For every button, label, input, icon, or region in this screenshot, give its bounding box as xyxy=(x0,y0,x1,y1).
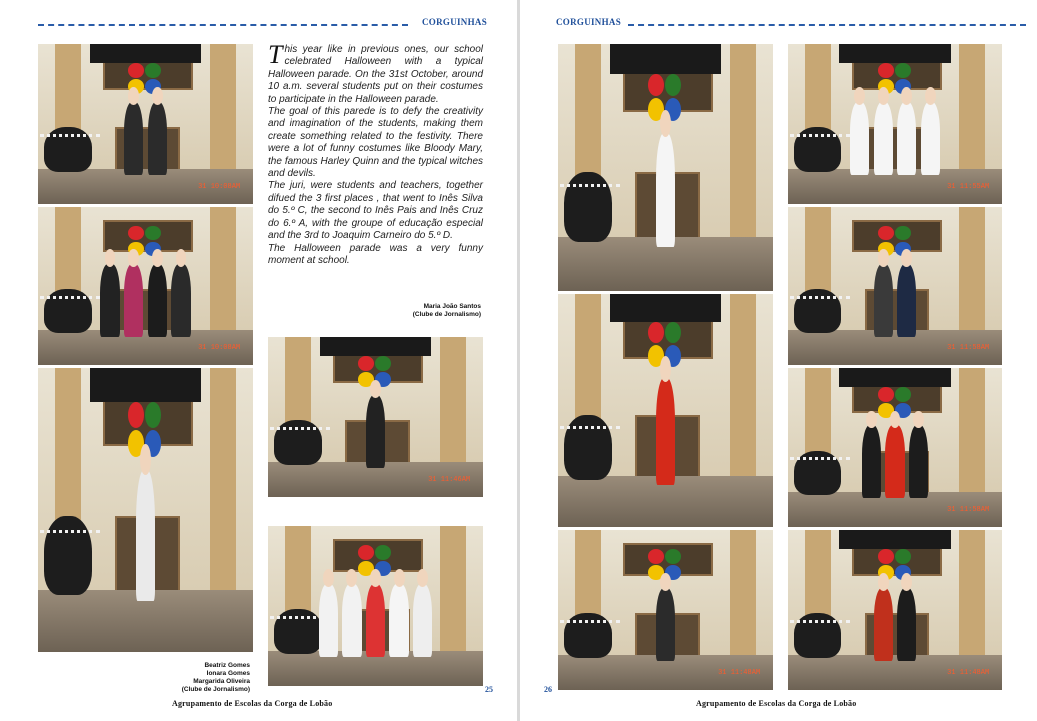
costumed-student xyxy=(342,584,361,658)
photo-banner xyxy=(610,44,722,74)
halloween-photo xyxy=(788,530,1002,690)
costumed-student xyxy=(100,264,119,337)
halloween-photo xyxy=(558,44,773,291)
photo-pillar xyxy=(959,207,985,330)
photo-pillar xyxy=(210,368,236,590)
balloon xyxy=(128,402,144,428)
footer-school-name: Agrupamento de Escolas da Corga de Lobão xyxy=(696,699,857,708)
photo-spider-web xyxy=(560,184,620,212)
costumed-student xyxy=(366,395,385,469)
halloween-photo xyxy=(788,207,1002,365)
balloon xyxy=(895,549,911,564)
photo-timestamp: 31 11:46AM xyxy=(428,476,471,485)
drop-cap: T xyxy=(268,40,283,69)
halloween-photo xyxy=(558,530,773,690)
right-header xyxy=(556,17,1026,31)
photo-pillar xyxy=(730,44,756,237)
photo-timestamp: 31 10:08AM xyxy=(198,344,241,353)
photo-banner xyxy=(320,337,432,356)
balloon xyxy=(128,226,144,241)
costumed-student xyxy=(171,264,190,337)
left-page xyxy=(0,0,517,721)
balloon xyxy=(145,402,161,428)
photo-pillar xyxy=(210,207,236,330)
photo-pillar xyxy=(440,526,466,651)
halloween-photo xyxy=(38,368,253,652)
costumed-student xyxy=(148,264,167,337)
balloon xyxy=(358,545,374,560)
photo-pillar xyxy=(959,530,985,655)
costumed-student xyxy=(319,584,338,658)
photo-timestamp: 31 11:58AM xyxy=(947,344,990,353)
balloon xyxy=(878,63,894,78)
costumed-student xyxy=(413,584,432,658)
right-page xyxy=(520,0,1037,721)
photo-pillar xyxy=(730,294,756,476)
balloon xyxy=(358,356,374,371)
photo-banner xyxy=(610,294,722,322)
photo-spider-web xyxy=(270,427,330,446)
balloon xyxy=(375,545,391,560)
credit-line: Margarida Oliveira xyxy=(193,678,250,685)
article-paragraph: his year like in previous ones, our school celebrated Halloween with a typical Halloween parade. On the 31st October, around 10 a.m. several students put on their costumes to participate in the Halloween parade. xyxy=(268,44,483,105)
page-number: 25 xyxy=(485,685,493,694)
photo-pillar xyxy=(959,44,985,169)
photo-pillar xyxy=(730,530,756,655)
magazine-title: CORGUINHAS xyxy=(556,17,622,27)
article-paragraph: The Halloween parade was a very funny moment at school. xyxy=(268,242,483,266)
credit-line: Ionara Gomes xyxy=(206,670,250,677)
balloon xyxy=(128,63,144,78)
article-paragraph: The goal of this parede is to defy the creativity and imagination of the students, making them create something related to the festivity. There were a lot of funny costumes like Bloody Mary, the famous Harley Quinn and the typical witches and devils. xyxy=(268,106,483,180)
costumed-student xyxy=(909,425,928,498)
photo-credits xyxy=(150,662,250,694)
costumed-student xyxy=(656,378,675,485)
halloween-photo xyxy=(268,337,483,497)
costumed-student xyxy=(850,102,869,176)
balloon xyxy=(878,226,894,241)
halloween-photo xyxy=(38,207,253,365)
photo-pillar xyxy=(959,368,985,492)
article-byline xyxy=(413,303,481,319)
header-dashed-rule xyxy=(38,24,408,26)
photo-pillar xyxy=(210,44,236,169)
costumed-student xyxy=(897,264,916,337)
credit-line: (Clube de Jornalismo) xyxy=(181,686,250,693)
photo-timestamp: 31 11:48AM xyxy=(718,669,761,678)
photo-spider-web xyxy=(790,457,850,476)
photo-spider-web xyxy=(790,134,850,153)
costumed-student xyxy=(897,588,916,662)
costumed-student xyxy=(389,584,408,658)
balloon xyxy=(895,63,911,78)
costumed-student xyxy=(656,588,675,662)
magazine-title: CORGUINHAS xyxy=(422,17,488,27)
photo-pillar xyxy=(440,337,466,462)
balloon xyxy=(878,387,894,402)
halloween-photo xyxy=(38,44,253,204)
article-text xyxy=(268,40,483,267)
halloween-photo xyxy=(558,294,773,527)
credit-line: Beatriz Gomes xyxy=(204,662,250,669)
left-header xyxy=(38,17,513,31)
balloon xyxy=(375,356,391,371)
costumed-student xyxy=(124,102,143,176)
photo-banner xyxy=(839,44,950,63)
halloween-photo xyxy=(788,368,1002,527)
photo-banner xyxy=(839,530,950,549)
author-name: Maria João Santos xyxy=(423,303,481,310)
costumed-student xyxy=(656,133,675,247)
halloween-photo xyxy=(788,44,1002,204)
photo-timestamp: 31 10:08AM xyxy=(198,183,241,192)
balloon xyxy=(878,549,894,564)
balloon xyxy=(648,549,664,564)
photo-timestamp: 31 11:48AM xyxy=(947,669,990,678)
costumed-student xyxy=(366,584,385,658)
photo-spider-web xyxy=(560,426,620,452)
costumed-student xyxy=(885,425,904,498)
header-dashed-rule xyxy=(628,24,1026,26)
costumed-student xyxy=(921,102,940,176)
costumed-student xyxy=(874,588,893,662)
footer-school-name: Agrupamento de Escolas da Corga de Lobão xyxy=(172,699,333,708)
costumed-student xyxy=(897,102,916,176)
photo-spider-web xyxy=(40,530,100,561)
costumed-student xyxy=(874,264,893,337)
photo-banner xyxy=(839,368,950,387)
balloon xyxy=(665,549,681,564)
photo-spider-web xyxy=(40,296,100,315)
photo-timestamp: 31 11:58AM xyxy=(947,506,990,515)
balloon xyxy=(145,63,161,78)
article-paragraph: The juri, were students and teachers, together difued the 3 first places , that went to Inês Silva do 5.º C, the second to Inês Pais and Inês Cruz do 6.º A, with the groupe of educação especial and the 3rd to Joaquim Carneiro do 5.º D. xyxy=(268,180,483,242)
halloween-photo xyxy=(268,526,483,686)
balloon xyxy=(648,74,664,97)
photo-spider-web xyxy=(790,620,850,639)
photo-spider-web xyxy=(40,134,100,153)
balloon xyxy=(895,226,911,241)
photo-spider-web xyxy=(790,296,850,315)
costumed-student xyxy=(124,264,143,337)
balloon xyxy=(665,322,681,343)
balloon xyxy=(665,74,681,97)
photo-banner xyxy=(90,44,202,63)
page-number: 26 xyxy=(544,685,552,694)
balloon xyxy=(895,387,911,402)
balloon xyxy=(145,226,161,241)
photo-spider-web xyxy=(560,620,620,639)
costumed-student xyxy=(862,425,881,498)
costumed-student xyxy=(148,102,167,176)
costumed-student xyxy=(874,102,893,176)
author-club: (Clube de Jornalismo) xyxy=(412,311,481,318)
balloon xyxy=(648,322,664,343)
photo-timestamp: 31 11:55AM xyxy=(947,183,990,192)
photo-banner xyxy=(90,368,202,402)
costumed-student xyxy=(136,470,155,601)
